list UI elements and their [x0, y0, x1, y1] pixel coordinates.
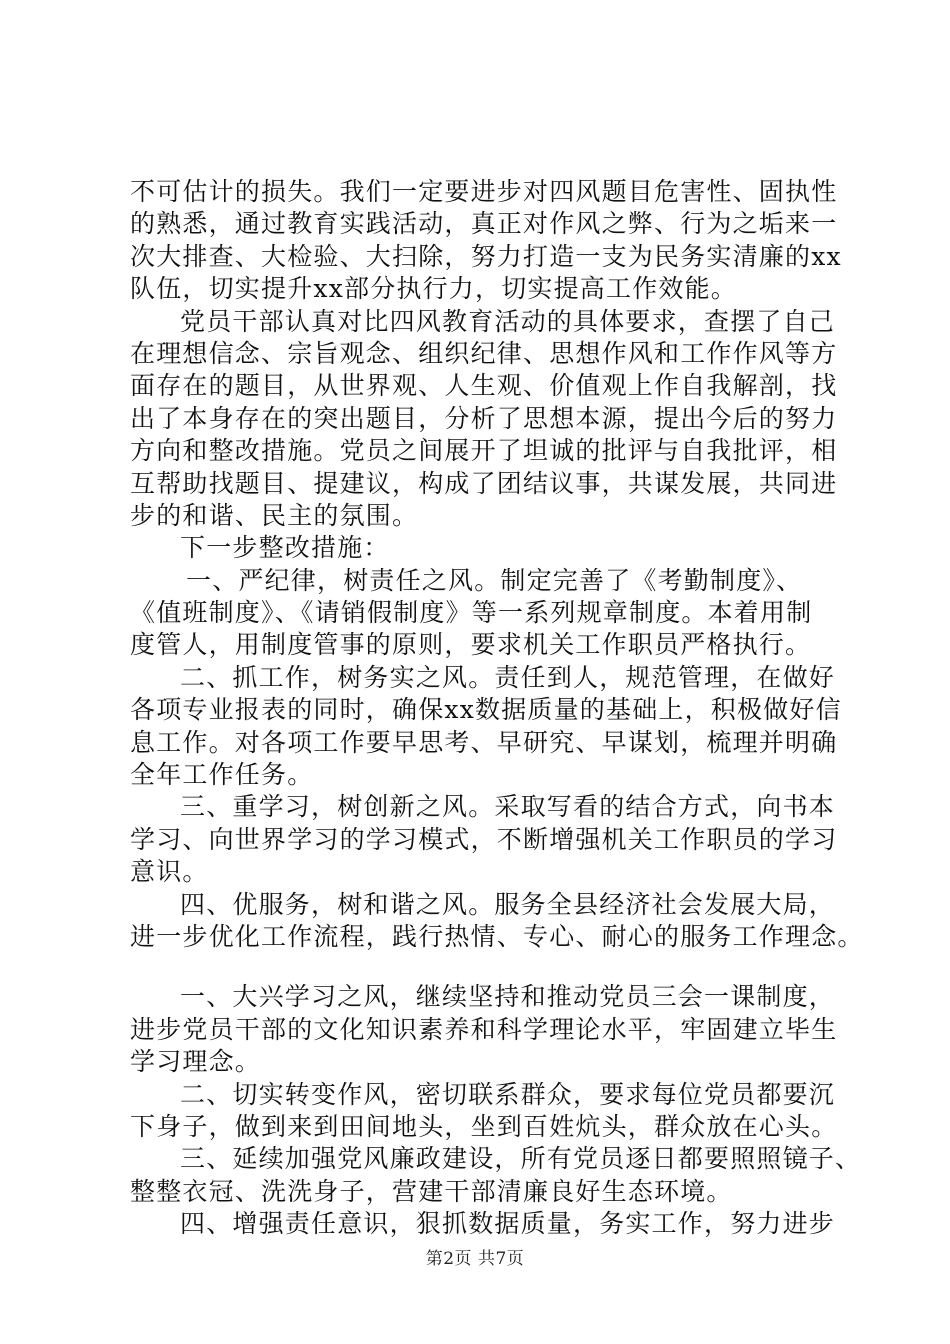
text-line: 三、重学习，树创新之风。采取写看的结合方式，向书本 [180, 792, 836, 822]
text-line: 全年工作任务。 [130, 760, 314, 790]
text-line: 面存在的题目，从世界观、人生观、价值观上作自我解剖，找 [130, 371, 838, 401]
text-line: 二、切实转变作风，密切联系群众，要求每位党员都要沉 [180, 1079, 836, 1109]
text-line: 息工作。对各项工作要早思考、早研究、早谋划，梳理并明确 [130, 727, 838, 757]
text-line: 整整衣冠、洗洗身子，营建干部清廉良好生态环境。 [130, 1176, 733, 1206]
text-line: 在理想信念、宗旨观念、组织纪律、思想作风和工作作风等方 [130, 338, 838, 368]
text-line: 《值班制度》、《请销假制度》等一系列规章制度。本着用制 [130, 598, 813, 628]
text-line: 一、严纪律，树责任之风。制定完善了《考勤制度》、 [186, 565, 803, 595]
text-line: 不可估计的损失。我们一定要进步对四风题目危害性、固执性 [130, 177, 838, 206]
text-line: 一、大兴学习之风，继续坚持和推动党员三会一课制度， [180, 982, 836, 1012]
text-line: 四、优服务，树和谐之风。服务全县经济社会发展大局， [180, 889, 836, 919]
text-line: 三、延续加强党风廉政建设，所有党员逐日都要照照镜子、 [180, 1144, 862, 1174]
text-line: 方向和整改措施。党员之间展开了坦诚的批评与自我批评，相 [130, 436, 838, 466]
text-line: 下身子，做到来到田间地头，坐到百姓炕头，群众放在心头。 [130, 1111, 838, 1141]
document-body [130, 176, 864, 1241]
text-line: 出了本身存在的突出题目，分析了思想本源，提出今后的努力 [130, 403, 838, 433]
text-line: 党员干部认真对比四风教育活动的具体要求，查摆了自己 [180, 306, 836, 336]
text-line: 学习、向世界学习的学习模式，不断增强机关工作职员的学习 [130, 824, 838, 854]
text-line: 意识。 [130, 857, 209, 887]
text-line: 步的和谐、民主的氛围。 [130, 500, 419, 530]
text-line: 二、抓工作，树务实之风。责任到人，规范管理，在做好 [180, 662, 836, 692]
text-line: 次大排查、大检验、大扫除，努力打造一支为民务实清廉的xx [130, 241, 842, 271]
text-line: 进一步优化工作流程，践行热情、专心、耐心的服务工作理念。 [130, 921, 864, 951]
text-line: 度管人，用制度管事的原则，要求机关工作职员严格执行。 [130, 630, 812, 660]
paragraph-gap [130, 953, 830, 981]
text-line: 队伍，切实提升xx部分执行力，切实提高工作效能。 [130, 274, 738, 304]
page-number-footer: 第2页 共7页 [425, 1249, 525, 1269]
section-heading: 下一步整改措施： [180, 533, 390, 563]
text-line: 的熟悉，通过教育实践活动，真正对作风之弊、行为之垢来一 [130, 209, 838, 239]
text-line: 各项专业报表的同时，确保xx数据质量的基础上，积极做好信 [130, 695, 842, 725]
text-line: 互帮助找题目、提建议，构成了团结议事，共谋发展，共同进 [130, 468, 838, 498]
text-line: 四、增强责任意识，狠抓数据质量，务实工作，努力进步 [180, 1209, 836, 1239]
text-line: 学习理念。 [130, 1047, 262, 1077]
text-line: 进步党员干部的文化知识素养和科学理论水平，牢固建立毕生 [130, 1014, 838, 1044]
